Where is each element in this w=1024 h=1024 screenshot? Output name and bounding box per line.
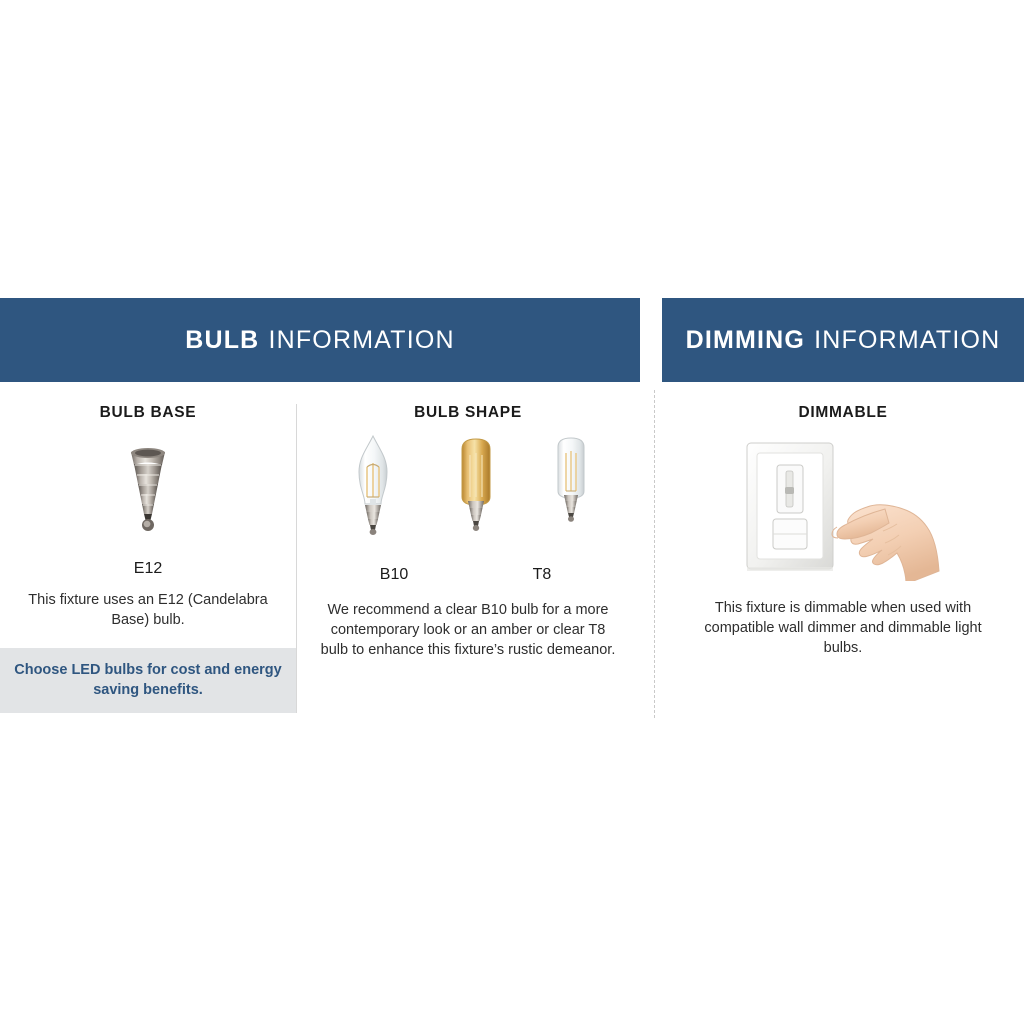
bulb-shape-column (296, 404, 639, 713)
bulb-information-header (0, 298, 640, 382)
wall-dimmer-hand-icon (662, 430, 1024, 582)
bulb-shape-description: We recommend a clear B10 bulb for a more contemporary look or an amber or clear T8 bulb to enhance this fixture’s rustic demeanor. (320, 602, 616, 658)
dimming-information-panel (662, 298, 1024, 658)
bulb-information-panel (0, 298, 640, 713)
t8-label: T8 (532, 566, 552, 583)
dimmable-title: DIMMABLE (798, 404, 888, 421)
bulb-header-light: INFORMATION (268, 325, 455, 354)
dimming-information-header (662, 298, 1024, 382)
b10-bulb-icon (345, 433, 401, 556)
bulb-information-body (0, 382, 640, 713)
bulb-shape-icons (297, 432, 639, 556)
bulb-base-description: This fixture uses an E12 (Candelabra Base) bulb. (28, 592, 268, 628)
e12-label: E12 (133, 560, 163, 577)
dimming-information-body (662, 382, 1024, 658)
dimmable-description: This fixture is dimmable when used with compatible wall dimmer and dimmable light bulbs. (704, 600, 982, 656)
amber-tube-bulb-icon (453, 433, 499, 556)
dimmable-column (662, 404, 1024, 658)
b10-label: B10 (379, 566, 409, 583)
bulb-shape-labels (297, 560, 639, 584)
bulb-base-title: BULB BASE (99, 404, 197, 421)
led-note: Choose LED bulbs for cost and energy saving benefits. (0, 648, 296, 713)
e12-base-icon (0, 436, 296, 554)
bulb-shape-title: BULB SHAPE (414, 404, 522, 421)
t8-bulb-icon (551, 433, 591, 556)
panel-divider (654, 390, 655, 718)
bulb-base-column (0, 404, 296, 713)
bulb-header-strong: BULB (185, 325, 260, 354)
dimming-header-light: INFORMATION (814, 325, 1001, 354)
dimming-header-strong: DIMMING (685, 325, 806, 354)
